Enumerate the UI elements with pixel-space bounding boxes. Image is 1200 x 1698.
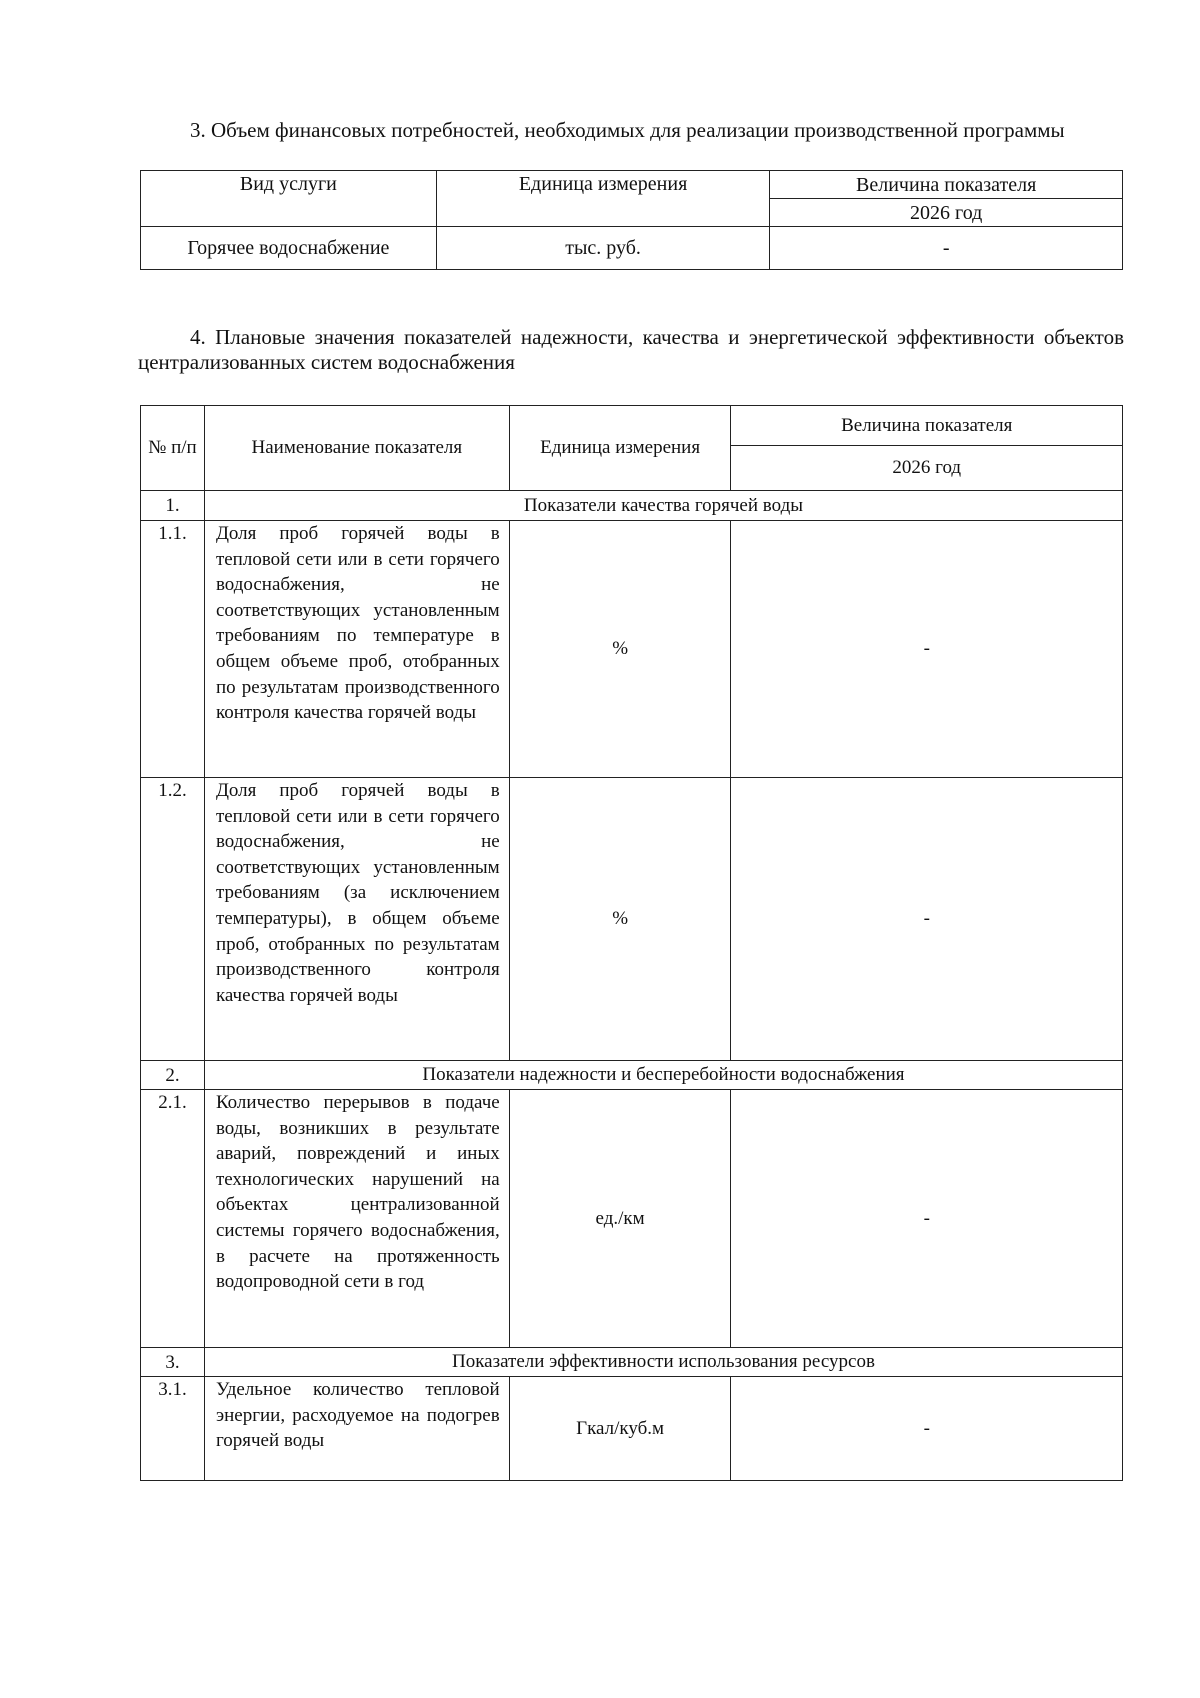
item-num: 1.1. (141, 521, 205, 778)
item-value: - (731, 521, 1123, 778)
service-cell: Горячее водоснабжение (141, 227, 437, 270)
table-row (141, 778, 1123, 1061)
header-service: Вид услуги (141, 171, 437, 227)
header-value: Величина показателя (731, 406, 1123, 446)
group-num: 2. (141, 1061, 205, 1090)
financial-needs-table (140, 170, 1123, 270)
item-value: - (731, 778, 1123, 1061)
item-num: 3.1. (141, 1377, 205, 1481)
table-row (141, 1090, 1123, 1348)
header-unit: Единица измерения (509, 406, 731, 491)
group-row (141, 491, 1123, 521)
group-title: Показатели надежности и бесперебойности водоснабжения (204, 1061, 1122, 1090)
item-unit: % (509, 521, 731, 778)
indicators-table (140, 405, 1123, 1481)
item-value: - (731, 1377, 1123, 1481)
group-title: Показатели эффективности использования ресурсов (204, 1348, 1122, 1377)
group-num: 1. (141, 491, 205, 521)
header-year: 2026 год (770, 199, 1123, 227)
section-3-title: 3. Объем финансовых потребностей, необходимых для реализации производственной программы (190, 118, 1065, 142)
item-name: Количество перерывов в подаче воды, возникших в результате аварий, повреждений и иных технологических нарушений на объектах централизованной системы горячего водоснабжения, в расчете на протяженность водопроводной сети в год (204, 1090, 509, 1348)
section-4-title: 4. Плановые значения показателей надежности, качества и энергетической эффективности объектов централизованных систем водоснабжения (138, 325, 1124, 374)
item-num: 1.2. (141, 778, 205, 1061)
item-name: Доля проб горячей воды в тепловой сети или в сети горячего водоснабжения, не соответствующих установленным требованиям (за исключением температуры), в общем объеме проб, отобранных по результатам производственного контроля качества горячей воды (204, 778, 509, 1061)
item-name: Доля проб горячей воды в тепловой сети или в сети горячего водоснабжения, не соответствующих установленным требованиям по температуре в общем объеме проб, отобранных по результатам производственного контроля качества горячей воды (204, 521, 509, 778)
header-value: Величина показателя (770, 171, 1123, 199)
group-num: 3. (141, 1348, 205, 1377)
item-unit: Гкал/куб.м (509, 1377, 731, 1481)
item-name: Удельное количество тепловой энергии, расходуемое на подогрев горячей воды (204, 1377, 509, 1481)
item-unit: % (509, 778, 731, 1061)
unit-cell: тыс. руб. (436, 227, 770, 270)
table-row (141, 227, 1123, 270)
header-unit: Единица измерения (436, 171, 770, 227)
header-year: 2026 год (731, 446, 1123, 491)
item-num: 2.1. (141, 1090, 205, 1348)
table-row (141, 1377, 1123, 1481)
group-title: Показатели качества горячей воды (204, 491, 1122, 521)
value-cell: - (770, 227, 1123, 270)
group-row (141, 1061, 1123, 1090)
header-name: Наименование показателя (204, 406, 509, 491)
item-unit: ед./км (509, 1090, 731, 1348)
header-num: № п/п (141, 406, 205, 491)
group-row (141, 1348, 1123, 1377)
table-row (141, 521, 1123, 778)
item-value: - (731, 1090, 1123, 1348)
